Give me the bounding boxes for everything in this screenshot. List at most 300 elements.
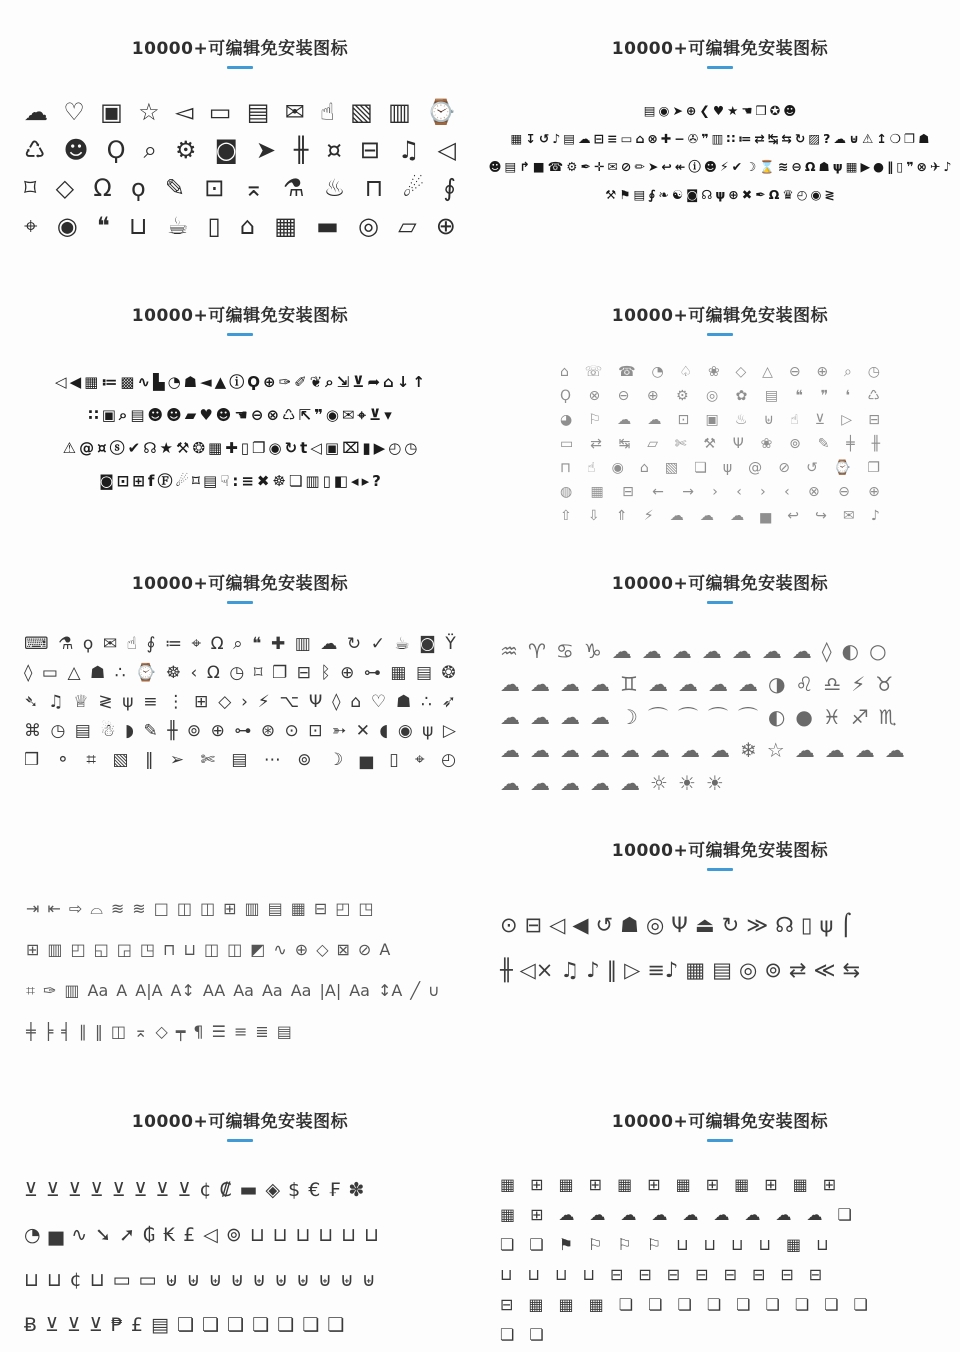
icon[interactable]: ◰ (335, 898, 351, 918)
icon[interactable]: ▥ (47, 939, 63, 959)
icon[interactable]: ψ (715, 186, 726, 202)
icon[interactable]: ▣ (100, 98, 123, 126)
icon[interactable]: ☁ (590, 737, 610, 762)
icon[interactable]: ≋ (777, 158, 789, 174)
icon[interactable]: ☻ (703, 158, 717, 174)
icon[interactable]: ◉ (611, 460, 624, 476)
icon[interactable]: ✉ (341, 406, 355, 424)
icon[interactable]: ⊖ (791, 158, 802, 174)
icon[interactable]: ⊟ (808, 1265, 823, 1284)
icon[interactable]: ⊔ (295, 1224, 311, 1246)
icon[interactable]: ☰ (211, 1021, 226, 1041)
icon[interactable]: ▦ (390, 663, 407, 683)
icon[interactable]: ♥ (712, 102, 725, 118)
icon[interactable]: ▦ (558, 1175, 574, 1194)
icon[interactable]: ↱ (519, 158, 530, 174)
icon[interactable]: ▦ (528, 1295, 544, 1314)
icon[interactable]: ╪ (846, 436, 855, 452)
icon[interactable]: ☸ (272, 472, 286, 490)
icon[interactable]: ✉ (843, 508, 855, 524)
icon[interactable]: ⌧ (342, 439, 360, 457)
icon[interactable]: ⌑ (253, 663, 263, 683)
icon[interactable]: ▅ (48, 1224, 64, 1246)
icon[interactable]: ∴ (421, 692, 432, 712)
icon[interactable]: ⊎ (186, 1269, 201, 1291)
icon[interactable]: ♪ (870, 508, 880, 524)
icon[interactable]: ⊚ (186, 721, 202, 741)
icon[interactable]: ⊟ (359, 136, 380, 164)
icon[interactable]: ◷ (404, 439, 418, 457)
icon[interactable]: ✚ (225, 439, 238, 457)
icon[interactable]: ☁ (794, 737, 815, 762)
icon[interactable]: ψ (832, 158, 843, 174)
icon[interactable]: ♨ (323, 174, 346, 202)
icon[interactable]: ↻ (794, 130, 806, 146)
icon[interactable]: ▭ (138, 1269, 157, 1291)
icon[interactable]: ⌛ (759, 158, 775, 174)
icon[interactable]: ⊞ (530, 1175, 544, 1194)
icon[interactable]: ‖ (144, 750, 154, 770)
icon[interactable]: ╱ (410, 980, 420, 1000)
icon[interactable]: ⊻ (24, 1179, 38, 1201)
icon[interactable]: ◔ (24, 1224, 41, 1246)
icon[interactable]: ➘ (95, 1224, 112, 1246)
icon[interactable]: ⚬ (55, 750, 70, 770)
icon[interactable]: ⊗ (647, 130, 658, 146)
icon[interactable]: ▶ (373, 439, 386, 457)
icon[interactable]: ▦ (617, 1175, 633, 1194)
icon[interactable]: ◰ (70, 939, 86, 959)
icon[interactable]: ❞ (314, 406, 323, 424)
icon[interactable]: ₱ (110, 1314, 123, 1336)
icon[interactable]: ϙ (82, 634, 94, 654)
icon[interactable]: ☆ (138, 98, 160, 126)
icon[interactable]: ☁ (530, 704, 550, 729)
icon[interactable]: ➤ (672, 102, 683, 118)
icon[interactable]: £ (130, 1314, 143, 1336)
icon[interactable]: ❏ (529, 1325, 544, 1344)
icon[interactable]: ♨ (734, 412, 748, 428)
icon[interactable]: ⊻ (352, 373, 365, 391)
icon[interactable]: ☁ (682, 1205, 699, 1224)
icon[interactable]: ✓ (370, 634, 385, 654)
icon[interactable]: ╫ (294, 136, 309, 164)
icon[interactable]: ☊ (143, 439, 157, 457)
icon[interactable]: f (147, 472, 155, 490)
icon[interactable]: ❒ (755, 102, 767, 118)
icon[interactable]: ≡ (233, 1021, 248, 1041)
icon[interactable]: ⊖ (838, 484, 850, 500)
icon[interactable]: △ (67, 663, 81, 683)
icon[interactable]: ◊ (821, 638, 832, 663)
icon[interactable]: ▦ (208, 439, 223, 457)
icon[interactable]: ⊎ (208, 1269, 223, 1291)
icon[interactable]: ⚗ (283, 174, 305, 202)
icon[interactable]: ⊗ (916, 158, 928, 174)
icon[interactable]: ▤ (643, 102, 656, 118)
icon[interactable]: ▯ (240, 439, 250, 457)
icon[interactable]: ⊔ (816, 1235, 829, 1254)
icon[interactable]: ▰ (184, 406, 197, 424)
icon[interactable]: ◫ (204, 939, 220, 959)
icon[interactable]: ♫ (397, 136, 420, 164)
icon[interactable]: ⊎ (274, 1269, 289, 1291)
icon[interactable]: ⚐ (646, 1235, 662, 1254)
icon[interactable]: ⊖ (250, 406, 264, 424)
icon[interactable]: ⇤ (47, 898, 61, 918)
icon[interactable]: ☽ (620, 704, 638, 729)
icon[interactable]: ⊎ (252, 1269, 267, 1291)
icon[interactable]: ◴ (388, 439, 402, 457)
icon[interactable]: ▲ (214, 373, 227, 391)
icon[interactable]: ☽ (327, 750, 344, 770)
icon[interactable]: ▦ (274, 212, 297, 240)
icon[interactable]: ∷ (88, 406, 99, 424)
icon[interactable]: ▾ (384, 406, 392, 424)
icon[interactable]: ⊞ (194, 692, 209, 712)
icon[interactable]: ♏ (878, 704, 897, 729)
icon[interactable]: ☻ (215, 406, 232, 424)
icon[interactable]: ⇲ (336, 373, 350, 391)
icon[interactable]: ✛ (593, 158, 605, 174)
icon[interactable]: A↕ (170, 980, 195, 1000)
icon[interactable]: ☻ (147, 406, 164, 424)
icon[interactable]: ⌘ (24, 721, 41, 741)
icon[interactable]: ⊞ (26, 939, 40, 959)
icon[interactable]: ⊙ (500, 913, 518, 937)
icon[interactable]: ◉ (56, 212, 78, 240)
icon[interactable]: ⌚ (833, 460, 852, 476)
icon[interactable]: ❏ (677, 1295, 692, 1314)
icon[interactable]: ❏ (618, 1295, 634, 1314)
icon[interactable]: ✄ (674, 436, 687, 452)
icon[interactable]: ⊞ (822, 1175, 837, 1194)
icon[interactable]: ✔ (127, 439, 141, 457)
icon[interactable]: ↻ (721, 913, 740, 937)
icon[interactable]: ⊖ (617, 388, 630, 404)
icon[interactable]: ⌖ (415, 750, 425, 770)
icon[interactable]: ⊕ (262, 373, 276, 391)
icon[interactable]: ◷ (229, 663, 245, 683)
icon[interactable]: ☗ (90, 663, 106, 683)
icon[interactable]: ⊻ (814, 412, 826, 428)
icon[interactable]: ⊕ (868, 484, 880, 500)
icon[interactable]: ╞ (43, 1021, 54, 1041)
icon[interactable]: ❂ (192, 439, 206, 457)
icon[interactable]: ⊞ (132, 472, 145, 490)
icon[interactable]: ☁ (669, 508, 684, 524)
icon[interactable]: ⚒ (175, 439, 190, 457)
icon[interactable]: ⇆ (842, 958, 861, 982)
icon[interactable]: ∷ (726, 130, 736, 146)
icon[interactable]: ⌕ (118, 406, 128, 424)
icon[interactable]: ♥ (199, 406, 213, 424)
icon[interactable]: ♺ (24, 136, 46, 164)
icon[interactable]: ⊔ (89, 1269, 105, 1291)
icon[interactable]: ≡♪ (647, 958, 679, 982)
icon[interactable]: ⊔ (341, 1224, 356, 1246)
icon[interactable]: ∮ (648, 186, 656, 202)
icon[interactable]: ⊶ (234, 721, 252, 741)
icon[interactable]: ● (795, 704, 813, 729)
icon[interactable]: ⊎ (317, 1269, 332, 1291)
icon[interactable]: ❏ (176, 1314, 194, 1336)
icon[interactable]: ☁ (699, 508, 714, 524)
icon[interactable]: ϙ (130, 174, 146, 202)
icon[interactable]: ⊟ (666, 1265, 681, 1284)
icon[interactable]: ❏ (765, 1295, 780, 1314)
icon[interactable]: ⚡ (643, 508, 654, 524)
icon[interactable]: ◙ (214, 136, 238, 164)
icon[interactable]: ⊔ (183, 939, 196, 959)
icon[interactable]: ▧ (664, 460, 679, 476)
icon[interactable]: ♕ (73, 692, 89, 712)
icon[interactable]: ◗ (125, 721, 134, 741)
icon[interactable]: ▦ (786, 1235, 802, 1254)
icon[interactable]: ⊟ (695, 1265, 709, 1284)
icon[interactable]: ☁ (560, 671, 580, 696)
icon[interactable]: ⊡ (677, 412, 690, 428)
icon[interactable]: ⊕ (646, 388, 659, 404)
icon[interactable]: ≔ (738, 130, 752, 146)
icon[interactable]: ◎ (645, 913, 665, 937)
icon[interactable]: ∮ (146, 634, 156, 654)
icon[interactable]: ☁ (590, 770, 610, 795)
icon[interactable]: ☁ (680, 737, 700, 762)
icon[interactable]: ☁ (651, 1205, 668, 1224)
icon[interactable]: ▤ (712, 958, 732, 982)
icon[interactable]: ▦ (845, 158, 858, 174)
icon[interactable]: ★ (159, 439, 173, 457)
icon[interactable]: ◙ (686, 186, 699, 202)
icon[interactable]: ◁ (55, 373, 67, 391)
icon[interactable]: ↻ (284, 439, 298, 457)
icon[interactable]: ❝ (96, 212, 110, 240)
icon[interactable]: Aa (261, 980, 283, 1000)
icon[interactable]: ☁ (500, 737, 520, 762)
icon[interactable]: ➦ (367, 373, 381, 391)
icon[interactable]: ❐ (904, 130, 916, 146)
icon[interactable]: ☁ (500, 770, 520, 795)
icon[interactable]: ❏ (824, 1295, 839, 1314)
icon[interactable]: ⊓ (163, 939, 176, 959)
icon[interactable]: ◕ (560, 412, 573, 428)
icon[interactable]: ⌥ (279, 692, 300, 712)
icon[interactable]: ◴ (796, 186, 808, 202)
icon[interactable]: ⊖ (788, 364, 801, 380)
icon[interactable]: ᛒ (320, 663, 331, 683)
icon[interactable]: ⊻ (88, 1314, 103, 1336)
icon[interactable]: ☁ (710, 737, 730, 762)
icon[interactable]: ⊻ (369, 406, 382, 424)
icon[interactable]: ⊻ (177, 1179, 192, 1201)
icon[interactable]: ❏ (252, 1314, 270, 1336)
icon[interactable]: ⊗ (266, 406, 280, 424)
icon[interactable]: ♪ (586, 958, 600, 982)
icon[interactable]: ▧ (112, 750, 129, 770)
icon[interactable]: ◀ (572, 913, 589, 937)
icon[interactable]: ◩ (250, 939, 266, 959)
icon[interactable]: ⊻ (66, 1314, 81, 1336)
icon[interactable]: ◲ (116, 939, 132, 959)
icon[interactable]: ▥ (711, 130, 724, 146)
icon[interactable]: ⚐ (617, 1235, 632, 1254)
icon[interactable]: ♡ (63, 98, 85, 126)
icon[interactable]: ∴ (114, 663, 126, 683)
icon[interactable]: ▤ (203, 472, 218, 490)
icon[interactable]: ≷ (98, 692, 113, 712)
icon[interactable]: ❦ (309, 373, 323, 391)
icon[interactable]: ➴ (24, 692, 39, 712)
icon[interactable]: ┯ (175, 1021, 186, 1041)
icon[interactable]: ⊞ (705, 1175, 720, 1194)
icon[interactable]: ▥ (388, 98, 411, 126)
icon[interactable]: ▷ (841, 412, 852, 428)
icon[interactable]: ❐ (252, 439, 266, 457)
icon[interactable]: ☊ (775, 913, 794, 937)
icon[interactable]: ◙ (99, 472, 114, 490)
icon[interactable]: ¶ (193, 1021, 204, 1041)
icon[interactable]: ◑ (767, 671, 786, 696)
icon[interactable]: ☃ (100, 721, 116, 741)
icon[interactable]: ⚡ (257, 692, 270, 712)
icon[interactable]: ☁ (620, 1205, 637, 1224)
icon[interactable]: ✉ (102, 634, 118, 654)
icon[interactable]: ☁ (824, 737, 845, 762)
icon[interactable]: ☁ (578, 130, 591, 146)
icon[interactable]: ⚠ (862, 130, 874, 146)
icon[interactable]: @ (748, 460, 763, 476)
icon[interactable]: ⊻ (133, 1179, 148, 1201)
icon[interactable]: ⊡ (204, 174, 225, 202)
icon[interactable]: ☁ (744, 1205, 761, 1224)
icon[interactable]: ❏ (837, 1205, 852, 1224)
icon[interactable]: ▤ (276, 1021, 292, 1041)
icon[interactable]: ⌂ (239, 212, 256, 240)
icon[interactable]: : (232, 472, 239, 490)
icon[interactable]: ↧ (525, 130, 536, 146)
icon[interactable]: ✏ (634, 158, 645, 174)
icon[interactable]: ⊔ (363, 1224, 379, 1246)
icon[interactable]: ☁ (530, 770, 550, 795)
icon[interactable]: ♫ (48, 692, 64, 712)
icon[interactable]: ◱ (93, 939, 109, 959)
icon[interactable]: ▤ (231, 750, 248, 770)
icon[interactable]: ⊟ (638, 1265, 652, 1284)
icon[interactable]: ♺ (867, 388, 880, 404)
icon[interactable]: ⊟ (296, 663, 311, 683)
icon[interactable]: ◷ (867, 364, 880, 380)
icon[interactable]: ◫ (176, 898, 192, 918)
icon[interactable]: ⇥ (26, 898, 40, 918)
icon[interactable]: ◇ (218, 692, 232, 712)
icon[interactable]: ⊟ (622, 484, 634, 500)
icon[interactable]: ⌑ (24, 174, 37, 202)
icon[interactable]: ⊔ (128, 212, 148, 240)
icon[interactable]: ⊔ (318, 1224, 334, 1246)
icon[interactable]: ➤ (647, 158, 659, 174)
icon[interactable]: ✔ (731, 158, 743, 174)
icon[interactable]: ❏ (288, 472, 303, 490)
icon[interactable]: ☎ (547, 158, 564, 174)
icon[interactable]: ☁ (731, 638, 752, 663)
icon[interactable]: ⊕ (340, 663, 355, 683)
icon[interactable]: ⚐ (588, 1235, 603, 1254)
icon[interactable]: ☗ (818, 158, 830, 174)
icon[interactable]: ≡ (607, 130, 618, 146)
icon[interactable]: ⌚ (135, 663, 157, 683)
icon[interactable]: ✎ (143, 721, 158, 741)
icon[interactable]: ♫ (560, 958, 580, 982)
icon[interactable]: ▤ (151, 1314, 169, 1336)
icon[interactable]: ≔ (164, 634, 182, 654)
icon[interactable]: ❀ (707, 364, 720, 380)
icon[interactable]: ▤ (504, 158, 517, 174)
icon[interactable]: ◴ (441, 750, 456, 770)
icon[interactable]: ⌅ (243, 174, 264, 202)
icon[interactable]: ▷ (442, 721, 456, 741)
icon[interactable]: ✈ (930, 158, 941, 174)
icon[interactable]: ∿ (273, 939, 287, 959)
icon[interactable]: ⊓ (364, 174, 384, 202)
icon[interactable]: ❝ (252, 634, 262, 654)
icon[interactable]: ⊎ (848, 130, 860, 146)
icon[interactable]: ₭ (163, 1224, 176, 1246)
icon[interactable]: ⊕ (685, 102, 697, 118)
icon[interactable]: ☁ (641, 638, 662, 663)
icon[interactable]: ⊔ (500, 1265, 513, 1284)
icon[interactable]: ⚑ (619, 186, 631, 202)
icon[interactable]: ☄ (402, 174, 425, 202)
icon[interactable]: ☝ (126, 634, 137, 654)
icon[interactable]: ⊎ (296, 1269, 310, 1291)
icon[interactable]: ○ (869, 638, 887, 663)
icon[interactable]: ↪ (815, 508, 827, 524)
icon[interactable]: ◙ (419, 634, 436, 654)
icon[interactable]: ∥ (78, 1021, 87, 1041)
icon[interactable]: ❏ (853, 1295, 868, 1314)
icon[interactable]: ⚒ (605, 186, 617, 202)
icon[interactable]: ❏ (277, 1314, 295, 1336)
icon[interactable]: ⊕ (210, 721, 225, 741)
icon[interactable]: ⌕ (233, 634, 243, 654)
icon[interactable]: ❄ (740, 737, 757, 762)
icon[interactable]: → (682, 484, 694, 500)
icon[interactable]: ⌂ (383, 373, 394, 391)
icon[interactable]: ✒ (755, 186, 766, 202)
icon[interactable]: ‹ (784, 484, 790, 500)
icon[interactable]: ⚙ (675, 388, 689, 404)
icon[interactable]: ⊔ (249, 1224, 265, 1246)
icon[interactable]: ▤ (74, 721, 91, 741)
icon[interactable]: ¤ (326, 136, 342, 164)
icon[interactable]: ◁ (203, 1224, 218, 1246)
icon[interactable]: ◔ (651, 364, 664, 380)
icon[interactable]: ⓘ (229, 373, 245, 391)
icon[interactable]: ♌ (795, 671, 814, 696)
icon[interactable]: ☕ (166, 212, 189, 240)
icon[interactable]: ⌓ (90, 898, 103, 918)
icon[interactable]: ◳ (358, 898, 374, 918)
icon[interactable]: ▦ (588, 1295, 604, 1314)
icon[interactable]: ▭ (620, 130, 633, 146)
icon[interactable]: Ψ (732, 436, 744, 452)
icon[interactable]: ➚ (119, 1224, 135, 1246)
icon[interactable]: ψ (122, 692, 134, 712)
icon[interactable]: ☁ (560, 737, 580, 762)
icon[interactable]: ☗ (918, 130, 930, 146)
icon[interactable]: ☏ (584, 364, 603, 380)
